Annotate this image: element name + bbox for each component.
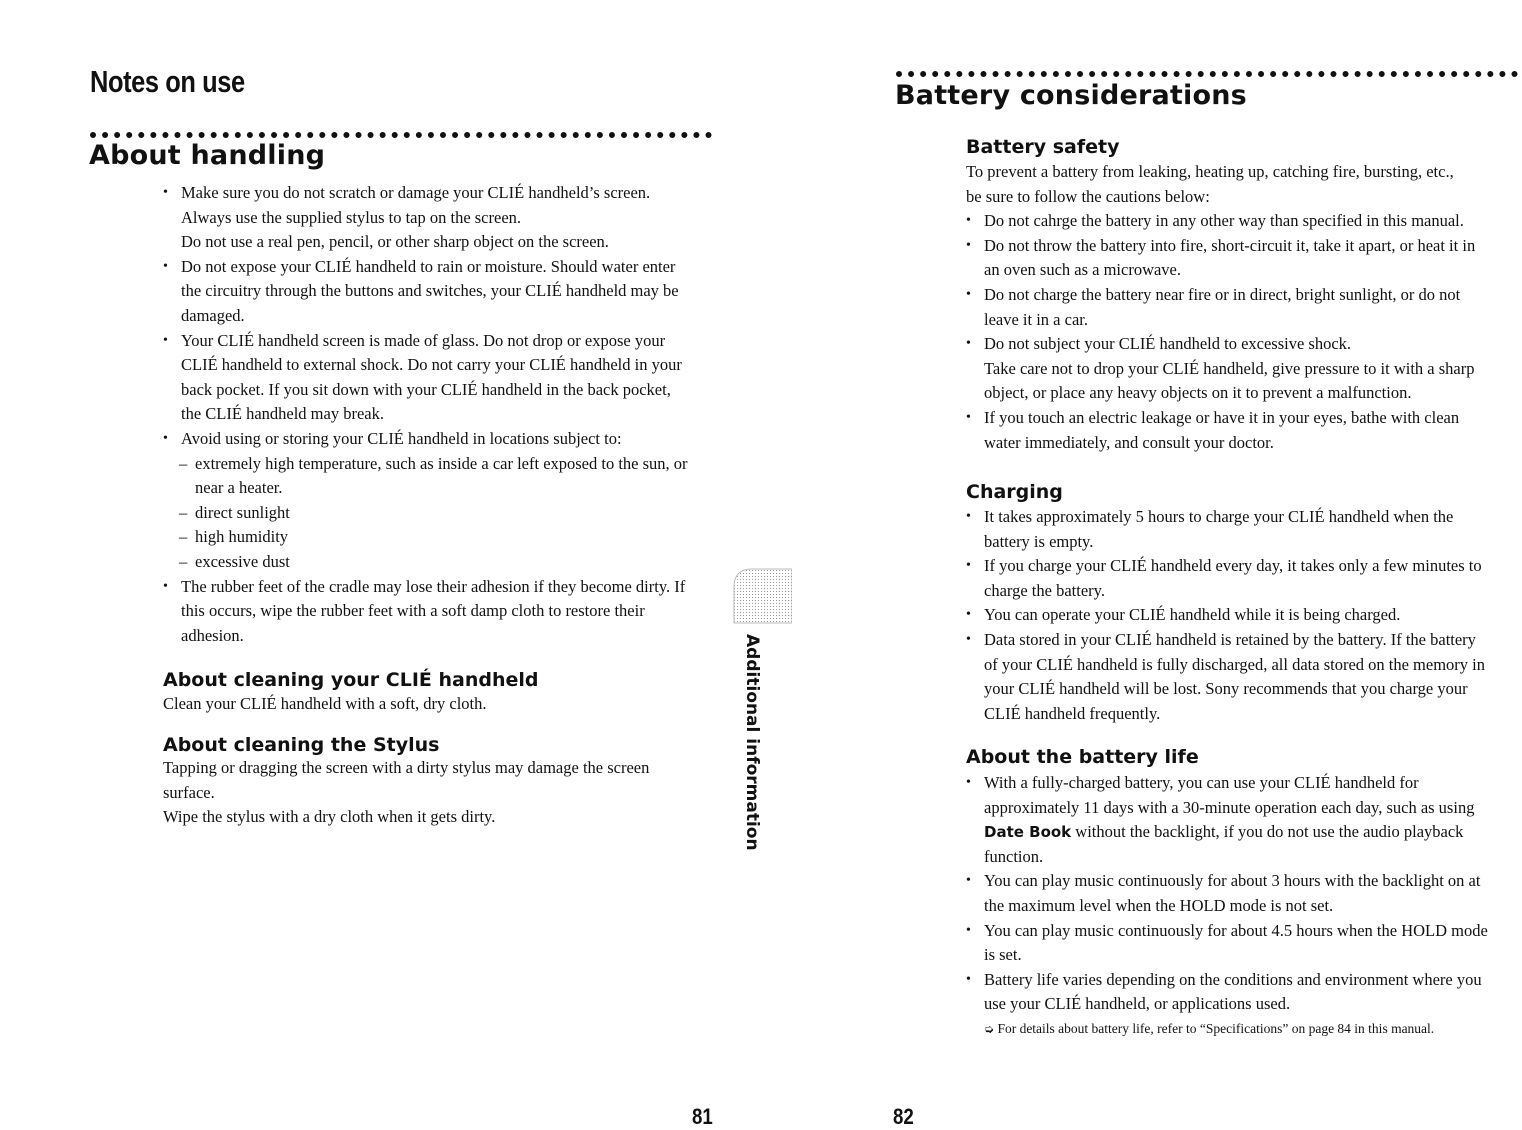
section-divider bbox=[896, 71, 1518, 77]
charging-list bbox=[966, 505, 1522, 726]
arrow-right-icon: ➭ bbox=[984, 1021, 995, 1036]
list-item: – excessive dust bbox=[179, 550, 723, 575]
battery-safety-body: To prevent a battery from leaking, heating up, catching fire, bursting, etc., be sure to follow the cautions below: • Do not cahrge the battery in any other way than specified in this manual. • Do not throw the battery into fire, short-circuit it, take it apart, or heat it in an oven such as a microwave. • Do not charge the battery near fire or in direct, bright sunlight, or do not leave it in a car. • Do not subject your CLIÉ handheld to excessive shock. Take care not to drop your CLIÉ handheld, give pressure to it with a sharp object, or place any heavy objects on it to prevent a malfunction. • If you touch an electric leakage or have it in your eyes, bathe with clean water immediately, and consult your doctor. bbox=[966, 160, 1522, 455]
list-item: • Data stored in your CLIÉ handheld is retained by the battery. If the battery of your CLIÉ handheld is fully discharged, all data stored on the memory in your CLIÉ handheld will be lost. Sony recommends that you charge your CLIÉ handheld frequently. bbox=[966, 628, 1522, 726]
rubber-list bbox=[163, 575, 723, 649]
list-item: • Do not expose your CLIÉ handheld to rain or moisture. Should water enter the circuitry through the buttons and switches, your CLIÉ handheld may be damaged. bbox=[163, 255, 723, 329]
list-item: • Make sure you do not scratch or damage your CLIÉ handheld’s screen. Always use the supplied stylus to tap on the screen. Do not use a real pen, pencil, or other sharp object on the screen. bbox=[163, 181, 723, 255]
reference-note: ➭ For details about battery life, refer to “Specifications” on page 84 in this manual. bbox=[984, 1020, 1435, 1036]
list-item: – direct sunlight bbox=[179, 501, 723, 526]
chapter-side-label: Additional information bbox=[742, 634, 762, 851]
charging-heading: Charging bbox=[966, 481, 1063, 503]
section-title-battery: Battery considerations bbox=[895, 80, 1247, 111]
list-item: • Do not cahrge the battery in any other way than specified in this manual. bbox=[966, 209, 1522, 234]
list-item: • You can operate your CLIÉ handheld while it is being charged. bbox=[966, 603, 1522, 628]
handling-body bbox=[163, 181, 723, 648]
list-item: – extremely high temperature, such as inside a car left exposed to the sun, or near a heater. bbox=[179, 452, 723, 501]
cleaning-stylus-heading: About cleaning the Stylus bbox=[163, 734, 440, 756]
battery-life-list bbox=[966, 771, 1522, 1017]
list-item: • Your CLIÉ handheld screen is made of glass. Do not drop or expose your CLIÉ handheld to external shock. Do not carry your CLIÉ handheld in your back pocket. If you sit down with your CLIÉ handheld in the back pocket, the CLIÉ handheld may break. bbox=[163, 329, 723, 427]
battery-life-heading: About the battery life bbox=[966, 746, 1199, 768]
list-item: • You can play music continuously for about 4.5 hours when the HOLD mode is set. bbox=[966, 919, 1522, 968]
list-item: • Avoid using or storing your CLIÉ handheld in locations subject to: bbox=[163, 427, 723, 452]
section-title-handling: About handling bbox=[89, 140, 326, 171]
locations-list bbox=[163, 452, 723, 575]
list-item: • If you charge your CLIÉ handheld every day, it takes only a few minutes to charge the battery. bbox=[966, 554, 1522, 603]
battery-life-body bbox=[966, 771, 1522, 1042]
battery-safety-heading: Battery safety bbox=[966, 136, 1120, 158]
page-number-left: 81 bbox=[692, 1104, 713, 1129]
safety-list bbox=[966, 209, 1522, 455]
handling-list bbox=[163, 181, 723, 452]
app-name-date-book: Date Book bbox=[984, 823, 1072, 842]
cleaning-stylus-text: Tapping or dragging the screen with a dirty stylus may damage the screen surface. Wipe the stylus with a dry cloth when it gets dirty. bbox=[163, 758, 650, 827]
cleaning-handheld-heading: About cleaning your CLIÉ handheld bbox=[163, 669, 539, 691]
list-item: • If you touch an electric leakage or have it in your eyes, bathe with clean water immediately, and consult your doctor. bbox=[966, 406, 1522, 455]
chapter-tab-marker bbox=[722, 567, 792, 625]
list-item: • It takes approximately 5 hours to charge your CLIÉ handheld when the battery is empty. bbox=[966, 505, 1522, 554]
list-item: • Do not charge the battery near fire or in direct, bright sunlight, or do not leave it in a car. bbox=[966, 283, 1522, 332]
page-number-right: 82 bbox=[893, 1104, 914, 1129]
chapter-title: Notes on use bbox=[90, 64, 245, 99]
list-item: – high humidity bbox=[179, 525, 723, 550]
section-divider bbox=[90, 132, 712, 138]
list-item: • The rubber feet of the cradle may lose their adhesion if they become dirty. If this occurs, wipe the rubber feet with a soft damp cloth to restore their adhesion. bbox=[163, 575, 723, 649]
cleaning-handheld-text: Clean your CLIÉ handheld with a soft, dry cloth. bbox=[163, 694, 487, 713]
list-item: • Battery life varies depending on the conditions and environment where you use your CLIÉ handheld, or applications used. bbox=[966, 968, 1522, 1017]
list-item: • With a fully-charged battery, you can use your CLIÉ handheld for approximately 11 days with a 30-minute operation each day, such as using Date Book without the backlight, if you do not use the audio playback function. bbox=[966, 771, 1522, 869]
list-item: • Do not subject your CLIÉ handheld to excessive shock. Take care not to drop your CLIÉ handheld, give pressure to it with a sharp object, or place any heavy objects on it to prevent a malfunction. bbox=[966, 332, 1522, 406]
charging-body bbox=[966, 505, 1522, 726]
list-item: • You can play music continuously for about 3 hours with the backlight on at the maximum level when the HOLD mode is not set. bbox=[966, 869, 1522, 918]
list-item: • Do not throw the battery into fire, short-circuit it, take it apart, or heat it in an oven such as a microwave. bbox=[966, 234, 1522, 283]
